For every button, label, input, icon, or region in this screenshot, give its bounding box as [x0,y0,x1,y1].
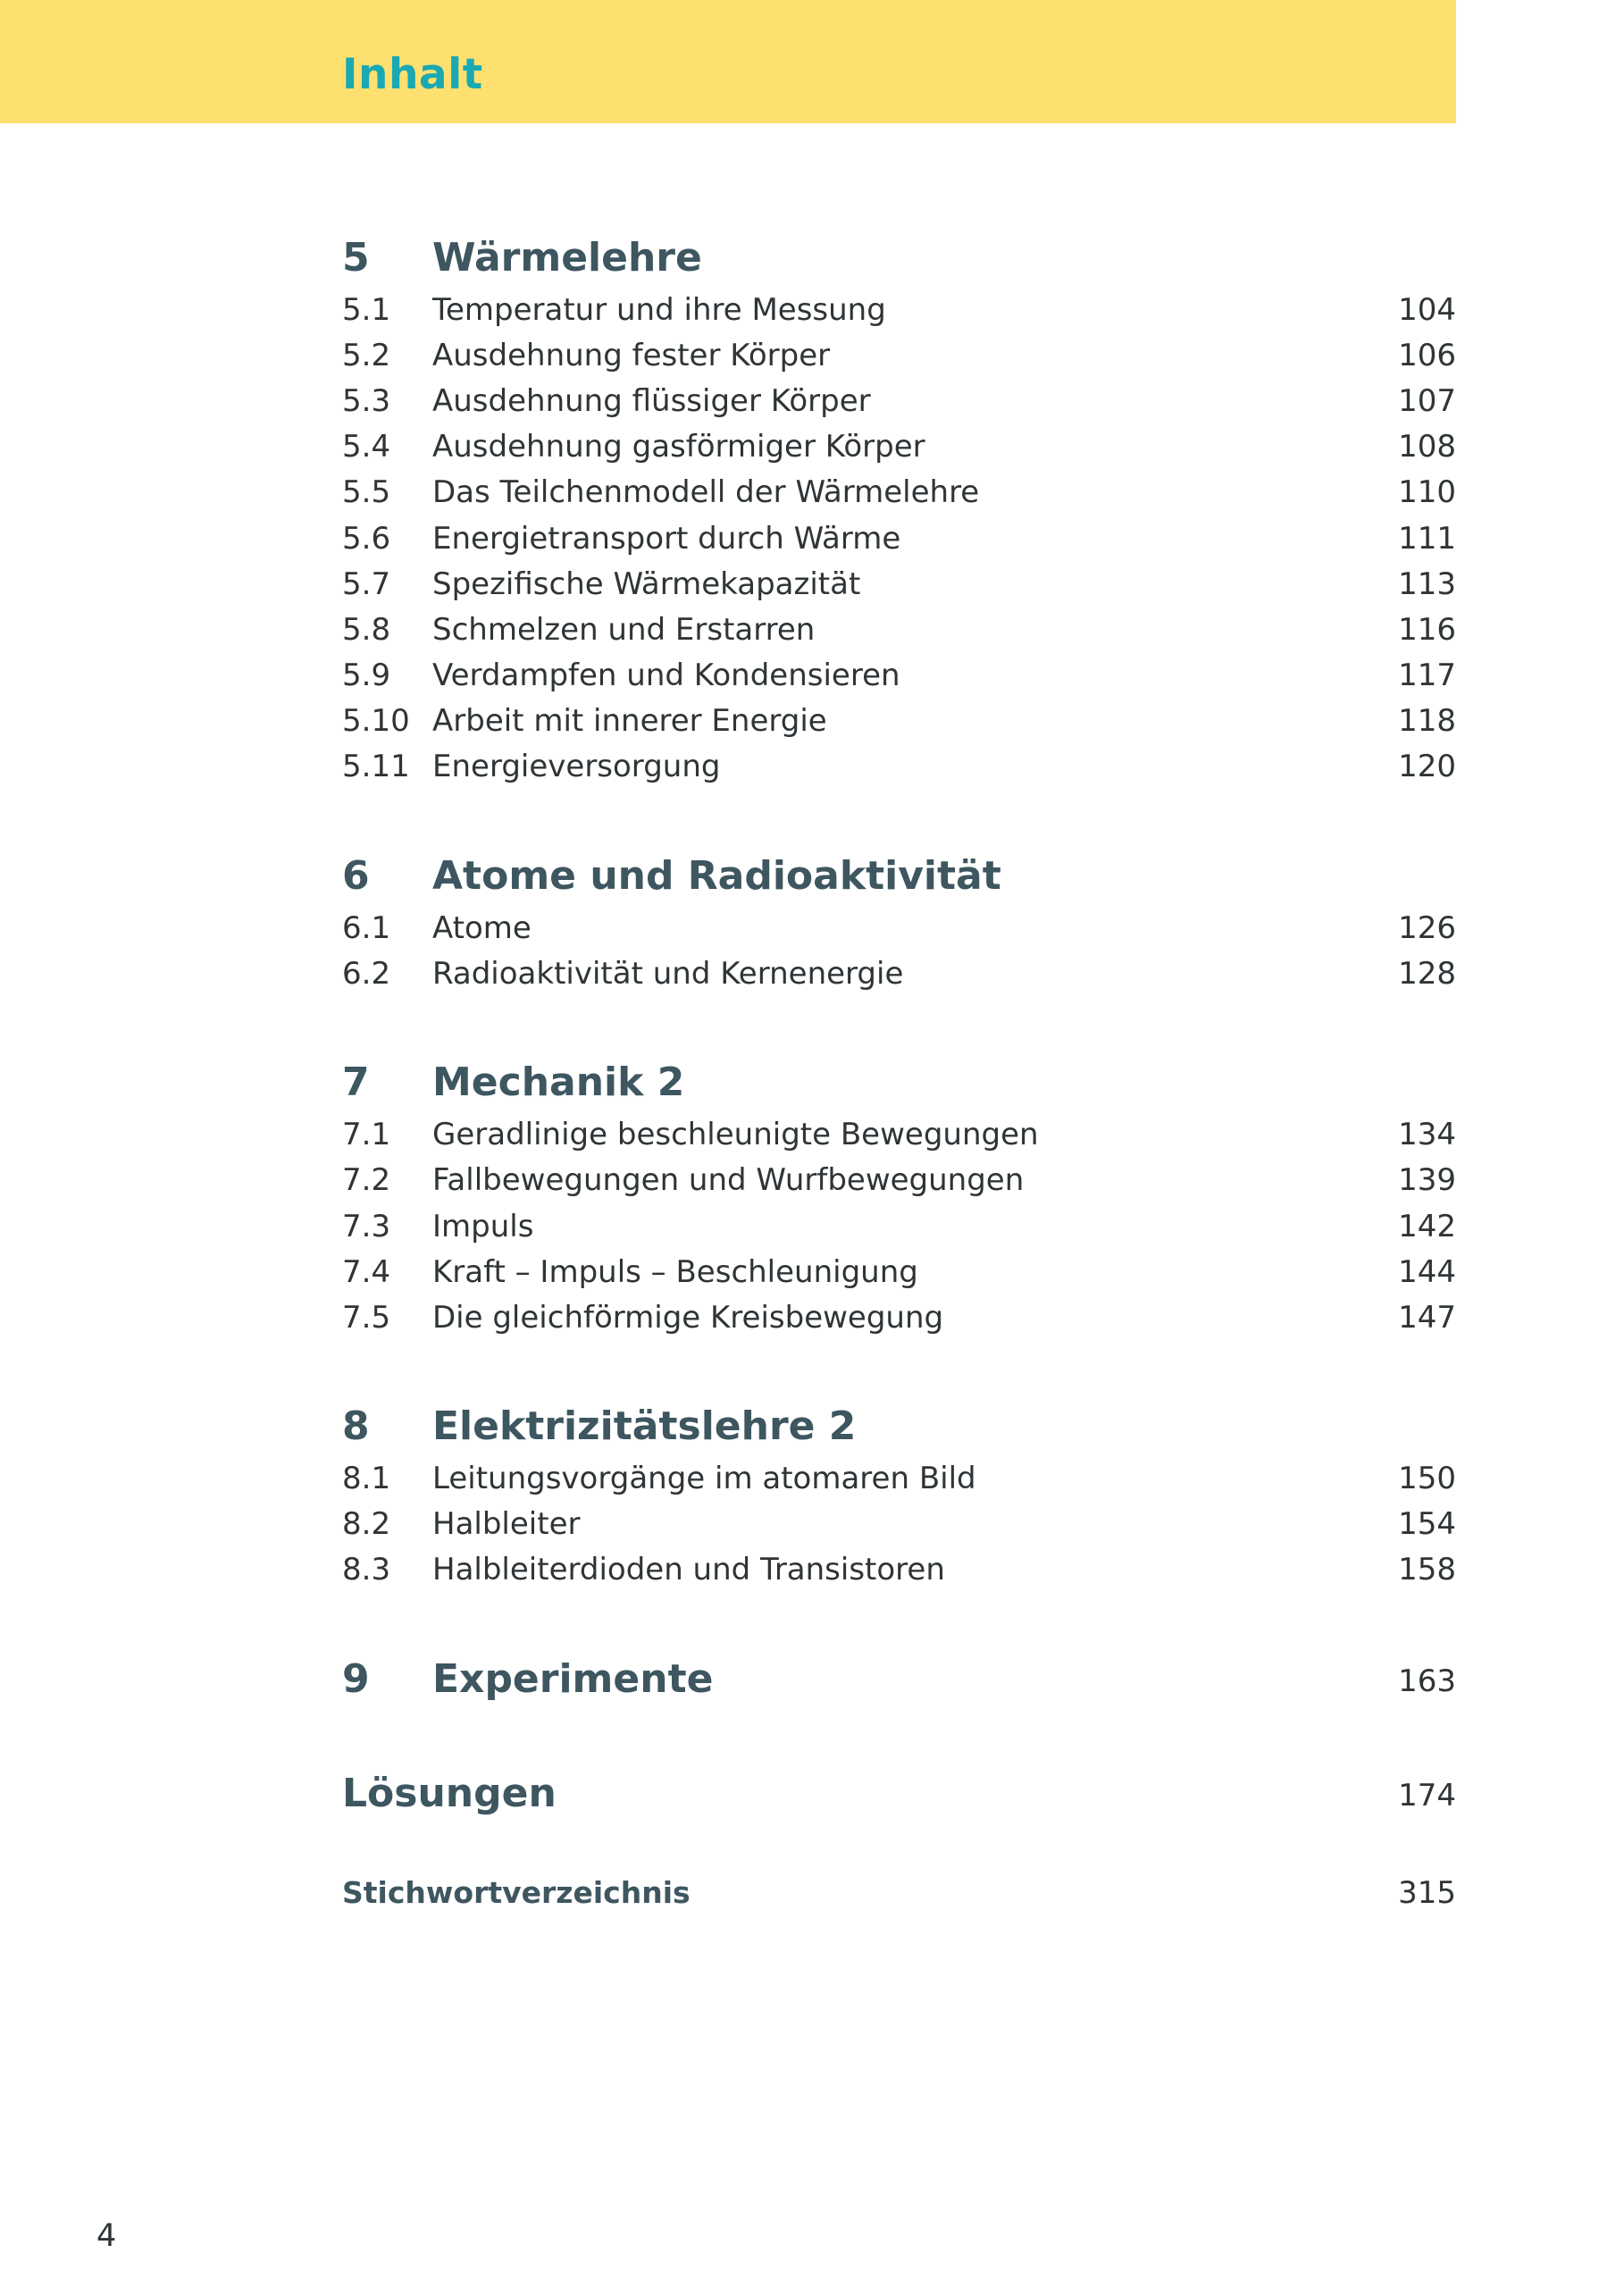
entry-title: Temperatur und ihre Messung [432,292,886,328]
entry-page: 150 [1398,1461,1456,1496]
entry-page: 144 [1398,1254,1456,1290]
toc-entry[interactable] [342,429,1456,473]
entry-page: 111 [1398,521,1456,557]
chapter-title: Elektrizitätslehre 2 [432,1403,857,1449]
entry-page: 134 [1398,1117,1456,1152]
entry-number: 5.2 [342,338,391,373]
chapter-heading[interactable] [342,853,1456,898]
page-title: Inhalt [342,50,483,99]
toc-entry[interactable] [342,749,1456,793]
toc-entry[interactable] [342,1162,1456,1207]
entry-title: Impuls [432,1209,534,1244]
toc-entry[interactable] [342,956,1456,1001]
entry-number: 6.2 [342,956,391,992]
index-title: Stichwortverzeichnis [342,1875,691,1910]
chapter-heading[interactable] [342,1060,1456,1104]
toc-entry[interactable] [342,612,1456,657]
entry-number: 5.8 [342,612,391,648]
entry-number: 5.7 [342,566,391,602]
chapter-number: 7 [342,1060,370,1105]
solutions-title: Lösungen [342,1771,557,1816]
chapter-title: Wärmelehre [432,235,702,281]
chapter-heading[interactable] [342,235,1456,280]
entry-title: Ausdehnung gasförmiger Körper [432,429,925,465]
entry-title: Spezifische Wärmekapazität [432,566,861,602]
toc-entry[interactable] [342,658,1456,702]
entry-number: 5.3 [342,383,391,419]
toc-entry[interactable] [342,910,1456,955]
entry-page: 118 [1398,703,1456,739]
entry-number: 7.4 [342,1254,391,1290]
entry-page: 106 [1398,338,1456,373]
chapter-title: Experimente [432,1656,714,1702]
toc-entry[interactable] [342,521,1456,565]
toc-entry[interactable] [342,1552,1456,1596]
toc-entry[interactable] [342,566,1456,611]
entry-title: Geradlinige beschleunigte Bewegungen [432,1117,1039,1152]
entry-page: 104 [1398,292,1456,328]
entry-number: 8.3 [342,1552,391,1587]
chapter-heading[interactable] [342,1656,1456,1701]
toc-entry[interactable] [342,338,1456,382]
entry-number: 7.1 [342,1117,391,1152]
entry-title: Leitungsvorgänge im atomaren Bild [432,1461,976,1496]
header-band [0,0,1456,123]
entry-title: Schmelzen und Erstarren [432,612,816,648]
entry-number: 8.2 [342,1506,391,1542]
chapter-number: 5 [342,235,370,281]
entry-page: 110 [1398,474,1456,510]
entry-title: Ausdehnung fester Körper [432,338,831,373]
entry-number: 5.5 [342,474,391,510]
entry-page: 158 [1398,1552,1456,1587]
entry-number: 5.10 [342,703,410,739]
entry-title: Atome [432,910,532,946]
entry-page: 120 [1398,749,1456,784]
toc-entry[interactable] [342,1461,1456,1505]
entry-number: 5.1 [342,292,391,328]
entry-number: 6.1 [342,910,391,946]
chapter-number: 9 [342,1656,370,1702]
entry-page: 154 [1398,1506,1456,1542]
entry-number: 5.6 [342,521,391,557]
entry-page: 107 [1398,383,1456,419]
toc-entry[interactable] [342,1300,1456,1345]
entry-page: 126 [1398,910,1456,946]
toc-entry[interactable] [342,703,1456,748]
entry-number: 5.9 [342,658,391,693]
entry-title: Radioaktivität und Kernenergie [432,956,904,992]
entry-page: 128 [1398,956,1456,992]
toc-entry[interactable] [342,383,1456,428]
solutions-page: 174 [1398,1778,1456,1814]
page-number: 4 [96,2218,117,2254]
entry-number: 7.2 [342,1162,391,1198]
entry-page: 108 [1398,429,1456,465]
entry-title: Fallbewegungen und Wurfbewegungen [432,1162,1025,1198]
index-entry[interactable] [342,1875,1456,1920]
chapter-title: Atome und Radioaktivität [432,853,1001,899]
entry-title: Verdampfen und Kondensieren [432,658,900,693]
entry-number: 5.4 [342,429,391,465]
toc-entry[interactable] [342,474,1456,519]
toc-entry[interactable] [342,1117,1456,1161]
chapter-title: Mechanik 2 [432,1060,685,1105]
entry-page: 139 [1398,1162,1456,1198]
index-page: 315 [1398,1875,1456,1911]
toc-entry[interactable] [342,1506,1456,1551]
chapter-heading[interactable] [342,1403,1456,1448]
entry-title: Die gleichförmige Kreisbewegung [432,1300,944,1336]
chapter-number: 8 [342,1403,370,1449]
entry-page: 117 [1398,658,1456,693]
toc-entry[interactable] [342,1254,1456,1299]
entry-page: 147 [1398,1300,1456,1336]
entry-page: 113 [1398,566,1456,602]
entry-title: Das Teilchenmodell der Wärmelehre [432,474,980,510]
entry-page: 142 [1398,1209,1456,1244]
entry-title: Arbeit mit innerer Energie [432,703,827,739]
entry-title: Halbleiterdioden und Transistoren [432,1552,945,1587]
chapter-page: 163 [1398,1663,1456,1699]
toc-entry[interactable] [342,292,1456,337]
entry-title: Ausdehnung flüssiger Körper [432,383,871,419]
toc-entry[interactable] [342,1209,1456,1253]
entry-number: 8.1 [342,1461,391,1496]
entry-number: 7.3 [342,1209,391,1244]
solutions-entry[interactable] [342,1771,1456,1815]
entry-title: Kraft – Impuls – Beschleunigung [432,1254,918,1290]
entry-title: Halbleiter [432,1506,581,1542]
entry-number: 5.11 [342,749,410,784]
chapter-number: 6 [342,853,370,899]
entry-number: 7.5 [342,1300,391,1336]
entry-title: Energietransport durch Wärme [432,521,901,557]
entry-page: 116 [1398,612,1456,648]
entry-title: Energieversorgung [432,749,721,784]
